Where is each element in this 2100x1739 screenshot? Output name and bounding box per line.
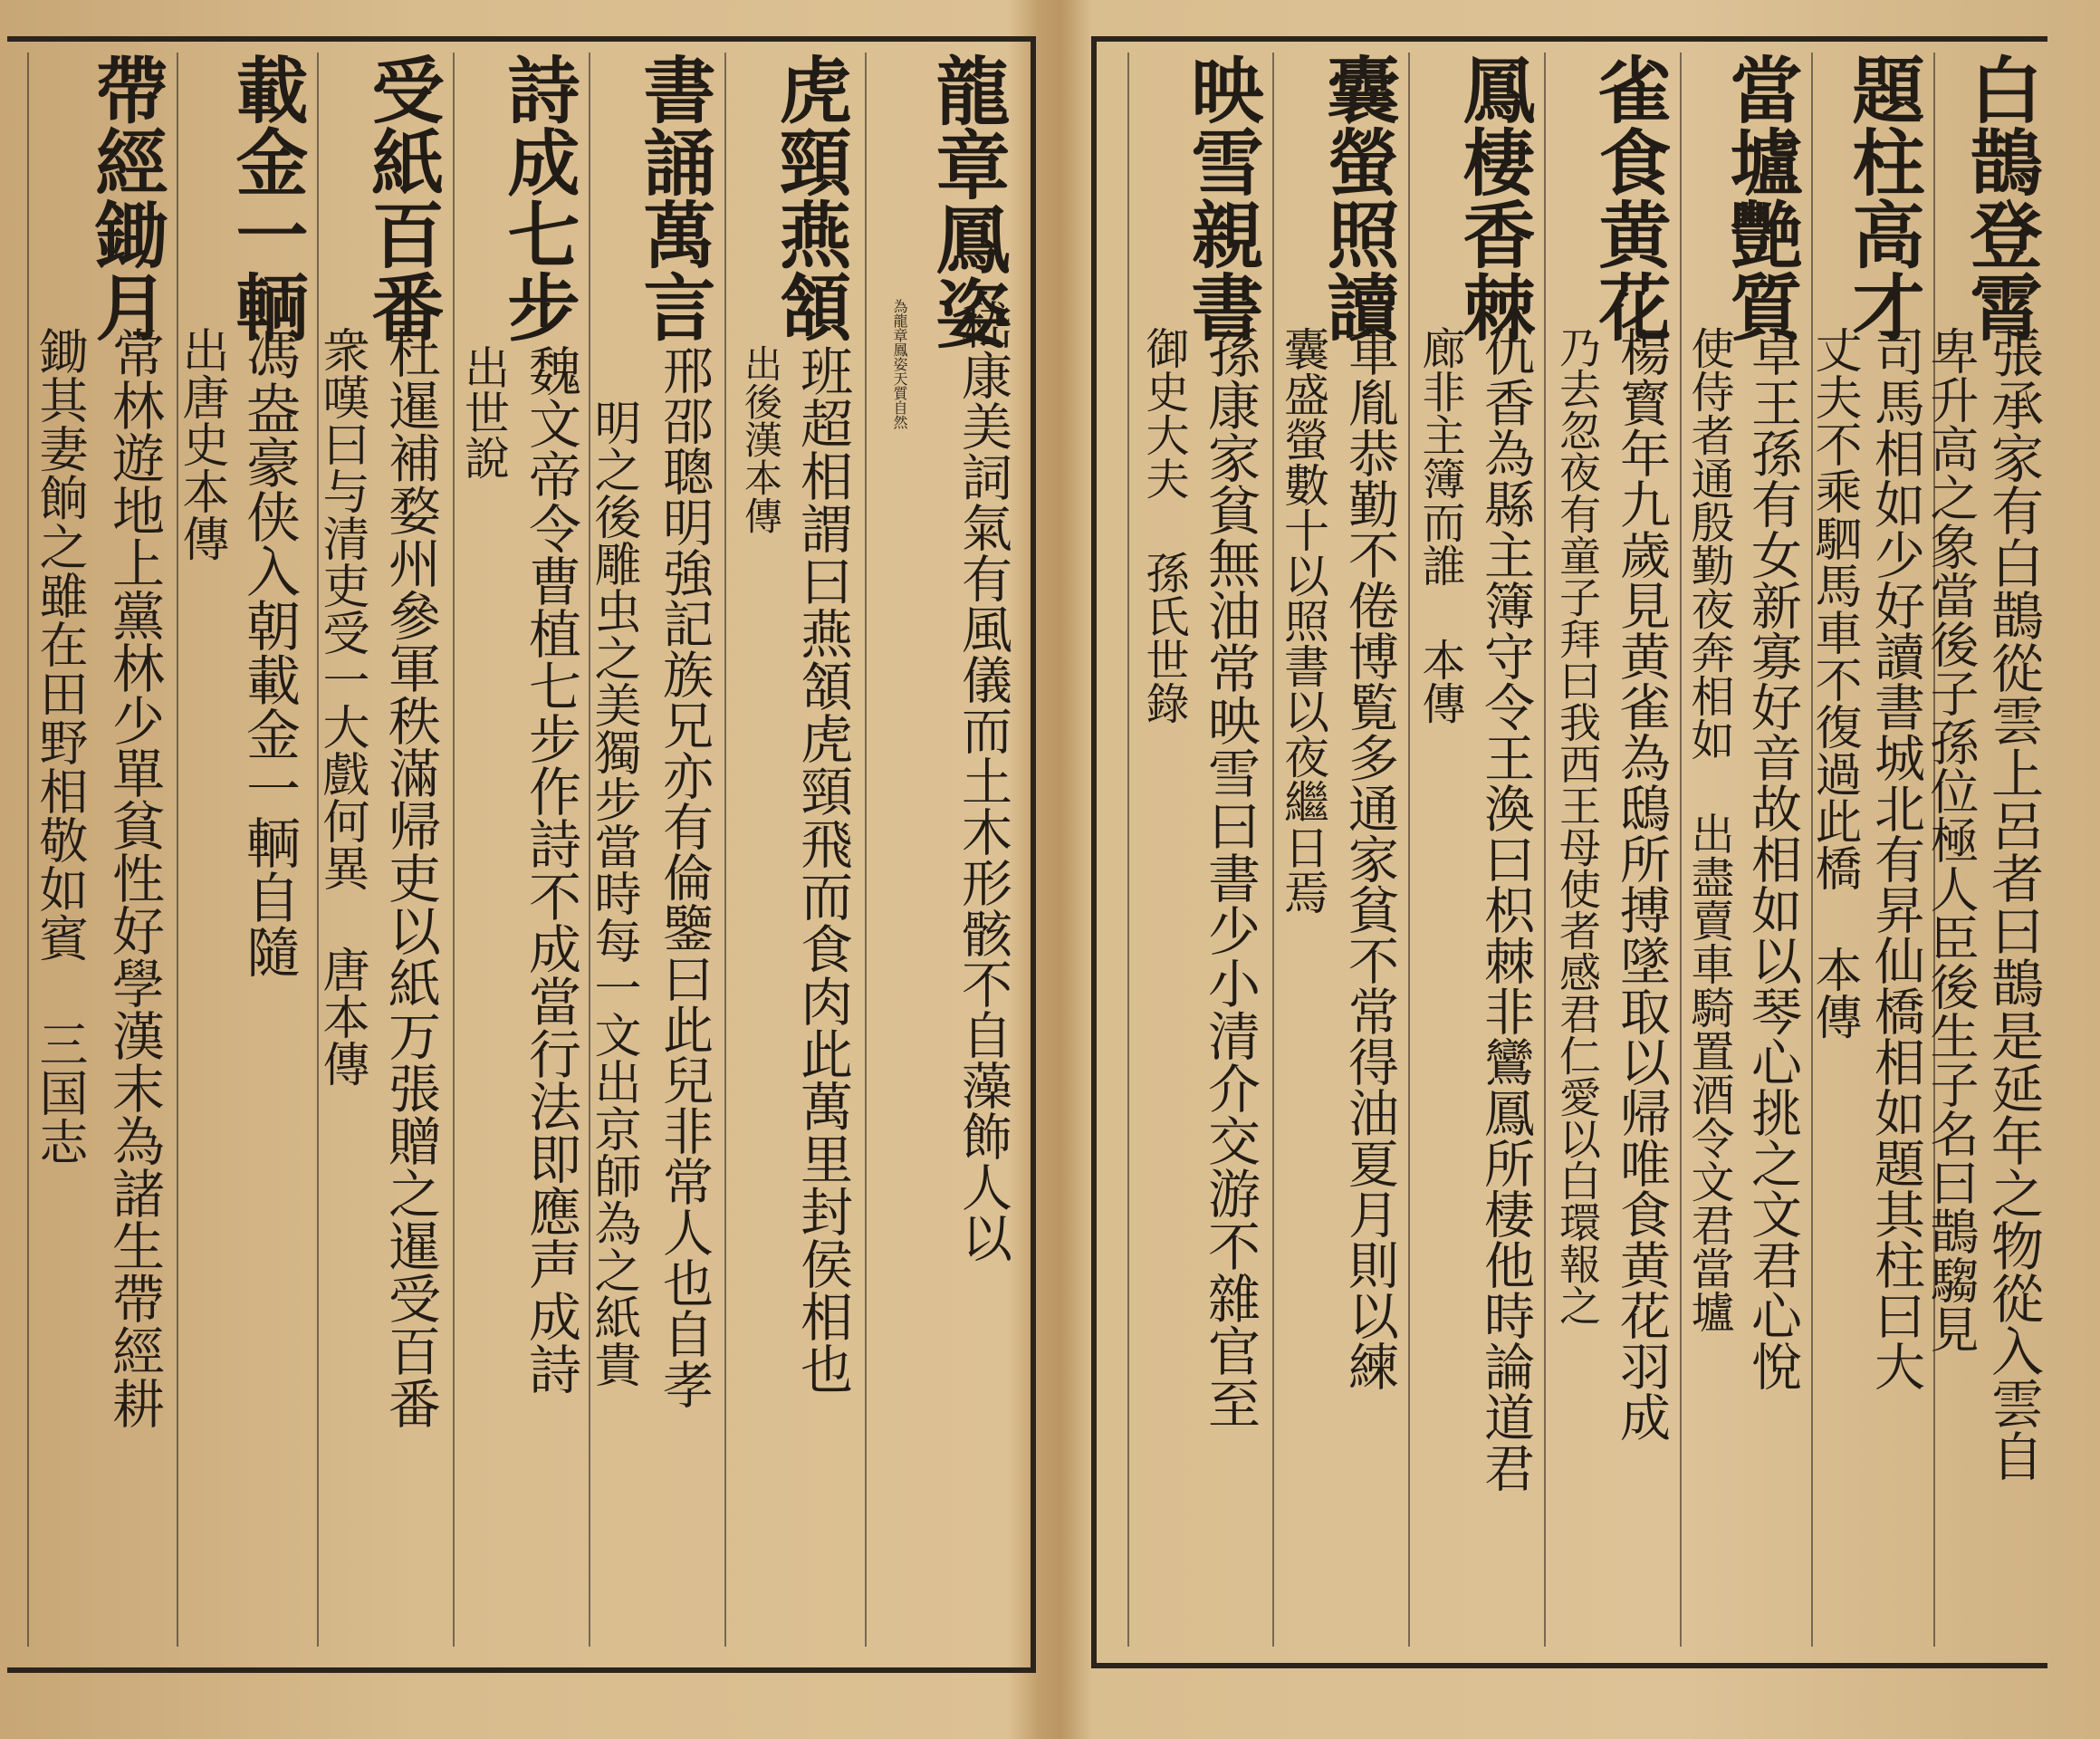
- column-r5-body: [1476, 326, 1541, 1630]
- entry-heading: 受紙百番: [360, 53, 445, 342]
- entry-note: 明之後雕虫之美獨步當時每一文出京師為之紙貴: [586, 399, 640, 1388]
- entry-heading: 囊螢照讀: [1315, 53, 1400, 342]
- entry-body: 馮盎豪侠入朝載金一輌自隨: [237, 326, 301, 978]
- entry-body: 杜暹補婺州參軍秩滿帰吏以紙万張贈之暹受百番: [379, 326, 441, 1429]
- column-r6-note: [1277, 326, 1336, 1232]
- entry-body: 班超相謂曰燕頷虎頸飛而食肉此萬里封侯相也: [791, 344, 853, 1395]
- entry-note: 鋤其妻餉之雖在田野相敬如賓 三国志: [32, 326, 89, 1166]
- entry-body: 張承家有白鵲從雲上呂者曰鵲是延年之物從入雲自: [1982, 326, 2044, 1482]
- entry-body: 仇香為縣主簿守令王渙曰枳棘非鸞鳳所棲他時論道君: [1476, 326, 1535, 1493]
- entry-note: 出唐史本傳: [174, 326, 228, 562]
- column-r4-note: [1549, 326, 1607, 1630]
- entry-heading: 白鵲登霄: [1958, 53, 2043, 342]
- entry-body: 車胤恭勤不倦博覧多通家貧不常得油夏月則以練: [1340, 326, 1399, 1391]
- entry-heading: 帶經鋤月: [83, 53, 168, 342]
- column-r1-body: [1982, 326, 2051, 1630]
- entry-heading: 雀食黄花: [1587, 53, 1672, 342]
- entry-note: 為龍章鳳姿天質自然: [891, 299, 908, 429]
- column-3-note: [586, 399, 647, 1612]
- entry-note: 使侍者通殷勤夜奔相如 出盡賣車騎置酒令文君當壚: [1683, 326, 1734, 1333]
- column-5-body: [380, 326, 448, 1594]
- entry-heading: 龍章鳳姿: [924, 53, 1011, 350]
- entry-heading: 當壚艷質: [1718, 53, 1803, 342]
- column-r3-body: [1743, 326, 1808, 1630]
- column-4-body: [521, 344, 589, 1612]
- column-r2-note: [1807, 326, 1868, 1187]
- entry-heading: 題柱高才: [1840, 53, 1925, 342]
- entry-note: 出後漢本傳: [739, 344, 783, 534]
- column-6-note: [174, 326, 235, 688]
- column-r1-note: [1923, 326, 1986, 1630]
- column-1-body: [910, 299, 1019, 1567]
- entry-body: 楊寳年九歲見黄雀為鴟所搏墜取以帰唯食黄花羽成: [1612, 326, 1671, 1442]
- column-5-note: [314, 326, 376, 1232]
- entry-note: 乃去忽夜有童子拜曰我西王母使者感君仁愛以白環報之: [1553, 326, 1602, 1326]
- column-1-note: [865, 299, 910, 770]
- entry-body: 常林遊地上黨林少單貧性好學漢末為諸生帶經耕: [103, 326, 165, 1429]
- entry-note: 囊盛螢數十以照書以夜繼日焉: [1277, 326, 1329, 915]
- column-4-note: [457, 344, 516, 616]
- entry-note: 卑升高之象當後子孫位極人臣後生子名曰鵲騶見: [1923, 326, 1980, 1353]
- entry-heading: 鳳棲香棘: [1451, 53, 1536, 342]
- entry-body: 孫康家貧無油常映雪曰書少小清介交游不雜官至: [1199, 326, 1261, 1429]
- column-r6-body: [1340, 326, 1405, 1630]
- entry-body: 邢邵聰明強記族兄亦有倫鑒曰此兒非常人也自孝: [655, 344, 714, 1409]
- column-2-note: [738, 344, 788, 706]
- entry-heading: 載金一輌: [224, 53, 309, 342]
- column-7-note: [32, 326, 95, 1630]
- entry-heading: 映雪親書: [1179, 53, 1264, 342]
- column-3-body: [652, 344, 720, 1612]
- column-2-body: [792, 344, 860, 1612]
- column-6-body: [237, 326, 308, 1141]
- column-r2-body: [1866, 326, 1932, 1630]
- column-r7-note: [1136, 326, 1195, 870]
- column-r4-body: [1612, 326, 1677, 1630]
- entry-heading: 書誦萬言: [631, 53, 716, 342]
- entry-heading: 虎頸燕頷: [767, 53, 852, 342]
- entry-body: 卓王孫有女新寡好音故相如以琴心挑之文君心悅: [1743, 326, 1802, 1391]
- entry-heading: 詩成七步: [495, 53, 580, 342]
- column-r3-note: [1684, 326, 1740, 1630]
- column-r5-note: [1413, 326, 1472, 779]
- entry-note: 出世說: [457, 344, 510, 480]
- right-page: [1050, 0, 2100, 1739]
- entry-note: 廊非主簿而誰 本傳: [1414, 326, 1465, 725]
- column-7-body: [100, 326, 172, 1630]
- entry-body: 司馬相如少好讀書城北有昇仙橋相如題其柱曰大: [1866, 326, 1925, 1391]
- column-r7-body: [1200, 326, 1268, 1630]
- entry-note: 丈夫不乘駟馬車不復過此橋 本傳: [1807, 326, 1861, 1040]
- entry-body: 嵇康美詞氣有風儀而土木形骸不自藻飾人以: [954, 299, 1012, 1263]
- entry-body: 魏文帝令曹植七步作詩不成當行法即應声成詩: [520, 344, 581, 1395]
- entry-note: 衆嘆曰与清吏受一大戲何異 唐本傳: [314, 326, 369, 1087]
- entry-note: 御史大夫 孫氏世錄: [1138, 326, 1189, 725]
